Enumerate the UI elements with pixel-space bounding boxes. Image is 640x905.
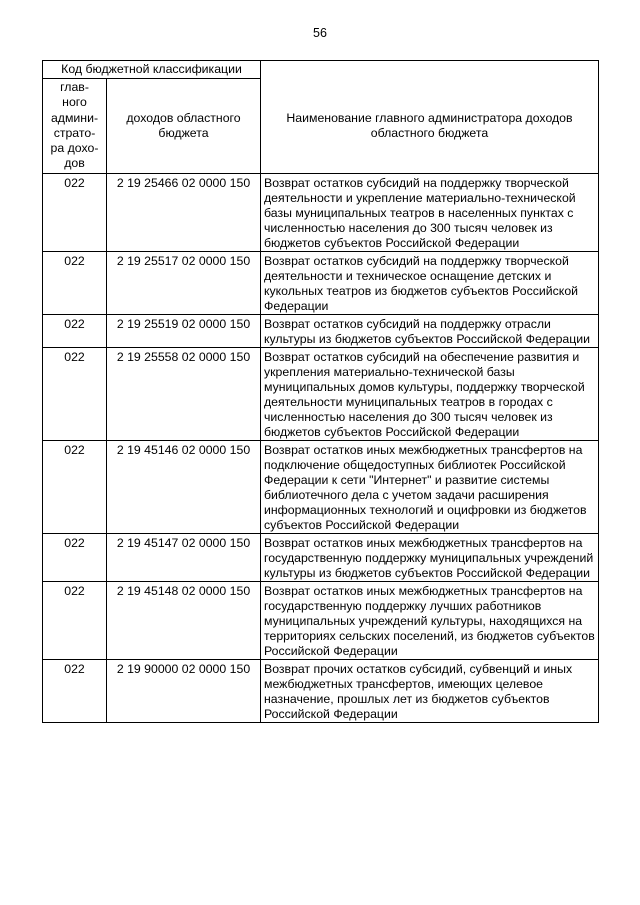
income-name-cell: Возврат остатков иных межбюджетных трансфертов на государственную поддержку лучших работников муниципальных учреждений культуры, находящихся на территориях сельских поселений, из бюджетов субъектов Российской Федерации — [261, 581, 599, 659]
header-admin-column: глав- ного админи- страто- ра дохо- дов — [43, 79, 107, 174]
admin-code-cell: 022 — [43, 659, 107, 722]
table-row — [43, 533, 599, 581]
income-code-cell: 2 19 45147 02 0000 150 — [107, 533, 261, 581]
income-name-cell: Возврат остатков субсидий на обеспечение развития и укрепления материально-технической базы муниципальных домов культуры, поддержку творческой деятельности муниципальных театров в городах с численностью населения до 300 тысяч человек из бюджетов субъектов Российской Федерации — [261, 347, 599, 440]
income-code-cell: 2 19 25558 02 0000 150 — [107, 347, 261, 440]
income-code-cell: 2 19 25517 02 0000 150 — [107, 251, 261, 314]
table-row — [43, 314, 599, 347]
income-code-cell: 2 19 45148 02 0000 150 — [107, 581, 261, 659]
income-code-cell: 2 19 90000 02 0000 150 — [107, 659, 261, 722]
income-code-cell: 2 19 25519 02 0000 150 — [107, 314, 261, 347]
admin-code-cell: 022 — [43, 440, 107, 533]
header-name-column: Наименование главного администратора доходов областного бюджета — [261, 79, 599, 174]
income-name-cell: Возврат остатков субсидий на поддержку отрасли культуры из бюджетов субъектов Российской Федерации — [261, 314, 599, 347]
admin-code-cell: 022 — [43, 581, 107, 659]
income-name-cell: Возврат остатков субсидий на поддержку творческой деятельности и техническое оснащение детских и кукольных театров из бюджетов субъектов Российской Федерации — [261, 251, 599, 314]
header-blank-cell — [261, 61, 599, 79]
admin-code-cell: 022 — [43, 173, 107, 251]
header-row-group — [43, 61, 599, 79]
header-income-column: доходов областного бюджета — [107, 79, 261, 174]
header-row-columns — [43, 79, 599, 174]
budget-classification-table — [42, 60, 599, 723]
header-budget-classification-code: Код бюджетной классификации — [43, 61, 261, 79]
income-code-cell: 2 19 25466 02 0000 150 — [107, 173, 261, 251]
table-row — [43, 581, 599, 659]
income-name-cell: Возврат остатков иных межбюджетных трансфертов на подключение общедоступных библиотек Российской Федерации к сети "Интернет" и развитие системы библиотечного дела с учетом задачи расширения информационных технологий и оцифровки из бюджетов субъектов Российской Федерации — [261, 440, 599, 533]
admin-code-cell: 022 — [43, 251, 107, 314]
income-name-cell: Возврат остатков иных межбюджетных трансфертов на государственную поддержку муниципальных учреждений культуры из бюджетов субъектов Российской Федерации — [261, 533, 599, 581]
income-name-cell: Возврат остатков субсидий на поддержку творческой деятельности и укрепление материально-технической базы муниципальных театров в населенных пунктах с численностью населения до 300 тысяч человек из бюджетов субъектов Российской Федерации — [261, 173, 599, 251]
table-body — [43, 173, 599, 722]
page-number: 56 — [313, 26, 327, 40]
table-row — [43, 173, 599, 251]
admin-code-cell: 022 — [43, 533, 107, 581]
admin-code-cell: 022 — [43, 314, 107, 347]
table-row — [43, 659, 599, 722]
income-name-cell: Возврат прочих остатков субсидий, субвенций и иных межбюджетных трансфертов, имеющих целевое назначение, прошлых лет из бюджетов субъектов Российской Федерации — [261, 659, 599, 722]
table-row — [43, 440, 599, 533]
table-row — [43, 347, 599, 440]
table-row — [43, 251, 599, 314]
admin-code-cell: 022 — [43, 347, 107, 440]
income-code-cell: 2 19 45146 02 0000 150 — [107, 440, 261, 533]
